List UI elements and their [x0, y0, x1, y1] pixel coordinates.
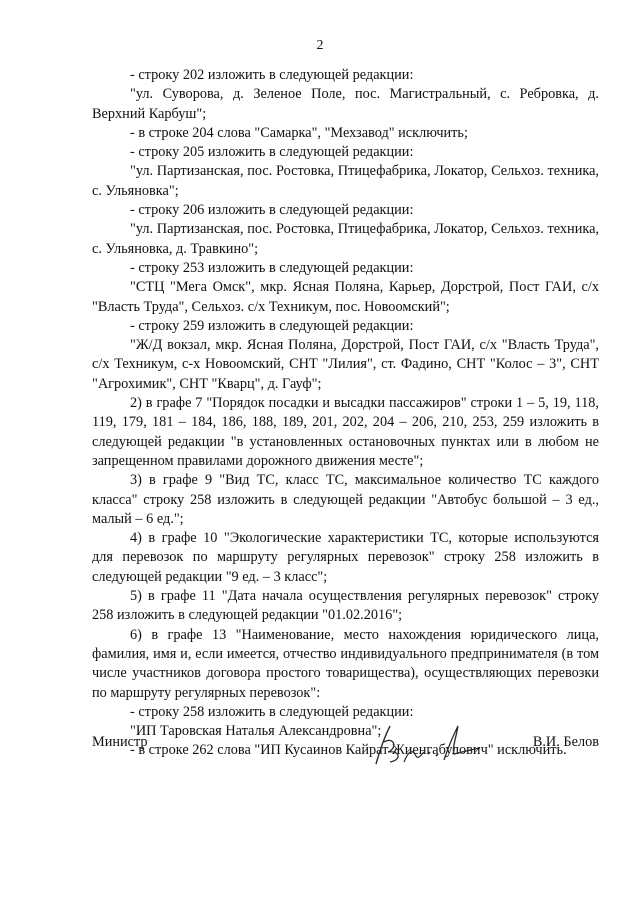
paragraph: - строку 206 изложить в следующей редакции:	[130, 202, 414, 219]
paragraph: - строку 253 изложить в следующей редакции:	[130, 259, 414, 276]
paragraph: "ул. Суворова, д. Зеленое Поле, пос. Магистральный, с. Ребровка, д. Верхний Карбуш";	[92, 86, 599, 122]
paragraph: "ул. Партизанская, пос. Ростовка, Птицефабрика, Локатор, Сельхоз. техника, с. Ульяновка";	[92, 163, 599, 199]
handwritten-signature	[354, 712, 484, 772]
paragraph: "ул. Партизанская, пос. Ростовка, Птицефабрика, Локатор, Сельхоз. техника, с. Ульяновка, д. Травкино";	[92, 221, 599, 257]
paragraph: - в строке 204 слова "Самарка", "Мехзавод" исключить;	[130, 124, 468, 141]
paragraph: 2) в графе 7 "Порядок посадки и высадки пассажиров" строки 1 – 5, 19, 118, 119, 179, 181 – 184, 186, 188, 189, 201, 202, 204 – 206, 210, 253, 259 изложить в следующей редакции "в установленных остановочных пунктах или в любом не запрещенном правилами дорожного движения месте";	[92, 395, 599, 469]
paragraph: - строку 258 изложить в следующей редакции:	[130, 703, 414, 720]
document-body	[92, 66, 599, 761]
signatory-role: Министр	[92, 734, 148, 750]
paragraph: "СТЦ "Мега Омск", мкр. Ясная Поляна, Карьер, Дорстрой, Пост ГАИ, с/х "Власть Труда", Сельхоз. с/х Техникум, пос. Новоомский";	[92, 279, 599, 315]
paragraph: - строку 202 изложить в следующей редакции:	[130, 67, 414, 83]
page-number: 2	[316, 38, 324, 53]
signatory-name: В.И. Белов	[532, 734, 599, 750]
paragraph: "Ж/Д вокзал, мкр. Ясная Поляна, Дорстрой, Пост ГАИ, с/х "Власть Труда", с/х Техникум, с-х Новоомский, СНТ "Лилия", ст. Фадино, СНТ "Колос – 3", СНТ "Агрохимик", СНТ "Кварц", д. Гауф";	[92, 337, 599, 392]
paragraph: 3) в графе 9 "Вид ТС, класс ТС, максимальное количество ТС каждого класса" строку 258 изложить в следующей редакции "Автобус большой – 3 ед., малый – 6 ед.";	[92, 472, 599, 527]
paragraph: 6) в графе 13 "Наименование, место нахождения юридического лица, фамилия, имя и, если имеется, отчество индивидуального предпринимателя (в том числе участников договора простого товарищества), осуществляющих перевозки по маршруту регулярных перевозок":	[92, 626, 599, 701]
paragraph: "ИП Таровская Наталья Александровна";	[130, 723, 382, 740]
signature-block	[92, 726, 599, 786]
paragraph: - в строке 262 слова "ИП Кусаинов Кайрат Жиенгабулович" исключить.	[130, 742, 567, 759]
paragraph: 4) в графе 10 "Экологические характеристики ТС, которые используются для перевозок по маршруту регулярных перевозок" строку 258 изложить в следующей редакции "9 ед. – 3 класс";	[92, 530, 599, 585]
paragraph: 5) в графе 11 "Дата начала осуществления регулярных перевозок" строку 258 изложить в следующей редакции "01.02.2016";	[92, 588, 599, 624]
paragraph: - строку 205 изложить в следующей редакции:	[130, 144, 414, 161]
paragraph: - строку 259 изложить в следующей редакции:	[130, 317, 414, 334]
